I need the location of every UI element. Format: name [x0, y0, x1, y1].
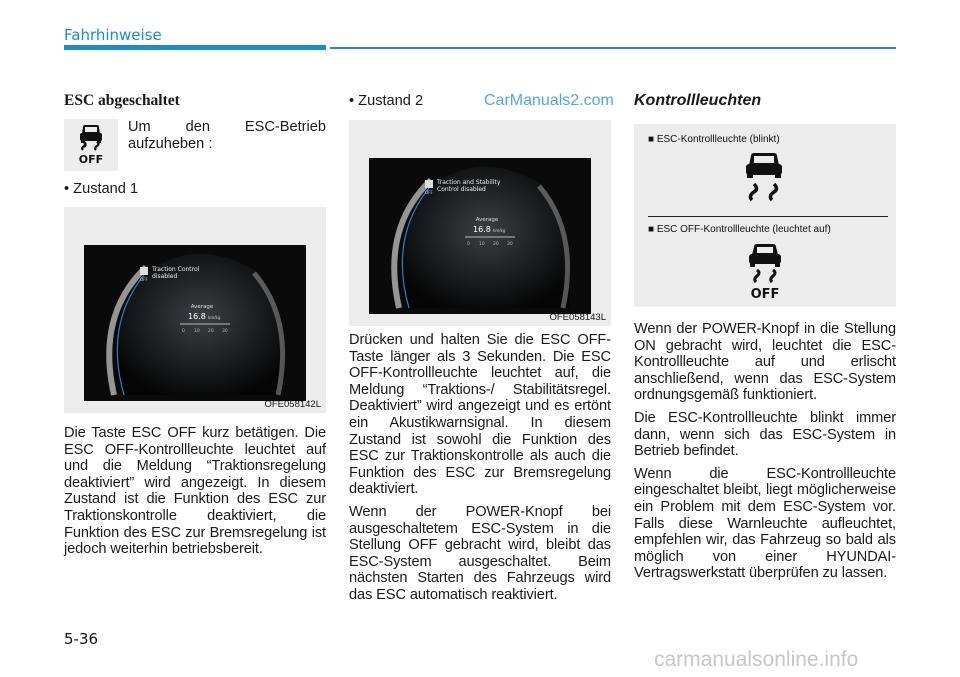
screen1-tick-1: 10: [194, 329, 200, 334]
screen2-title1: Traction and Stability: [437, 179, 501, 186]
screen1-avg-unit: km/kg: [208, 315, 221, 320]
heading-esc-off: ESC abgeschaltet: [64, 92, 180, 109]
watermark[interactable]: CarManuals2.com: [484, 92, 614, 109]
screen2-tick-0: 0: [467, 242, 470, 247]
screen2-title2: Control disabled: [437, 186, 486, 193]
image-code-1: OFE058142L: [264, 399, 321, 410]
column-right: [634, 92, 896, 582]
header-bar-thick: [64, 45, 326, 50]
heading-warning-lights: Kontrollleuchten: [634, 92, 762, 109]
warning-paragraph-3: Wenn die ESC-Kontrollleuchte eingeschaltet bleibt, liegt möglicherweise ein Problem mit dem ESC-System vor. Falls diese Warnleuchte aufleuchtet, empfehlen wir, das Fahrzeug so bald als möglich von einer HYUNDAI-Vertragswerkstatt überprüfen zu lassen.: [634, 465, 896, 582]
esc-off-lamp-icon: [742, 242, 788, 307]
esc-off-instruction: [64, 119, 326, 171]
screen2-avg-label: Average: [475, 217, 499, 223]
lamp2-off-label: OFF: [750, 287, 780, 302]
state-1-paragraph: Die Taste ESC OFF kurz betätigen. Die ESC OFF-Kontrollleuchte leuchtet auf und die Meldung “Traktionsregelung deaktiviert” wird angezeigt. In diesem Zustand ist die Funktion des ESC zur Traktionskontrolle deaktiviert, die Funktion des ESC zur Bremsregelung ist jedoch weiterhin betriebsbereit.: [64, 425, 326, 558]
screen2-avg-value: 16.8: [473, 225, 491, 234]
screen1-avg-value: 16.8: [188, 312, 206, 321]
lamp1-caption: ■ ESC-Kontrollleuchte (blinkt): [648, 134, 780, 145]
screen2-tick-3: 30: [507, 242, 513, 247]
page-number: 5-36: [64, 630, 99, 648]
screen1-title1: Traction Control: [152, 266, 200, 273]
column-left: [64, 92, 326, 558]
screen1-off: OFF: [140, 277, 148, 282]
cluster-image-state-1: [64, 207, 326, 413]
screen2-tick-1: 10: [479, 242, 485, 247]
cluster-display: [84, 245, 306, 401]
esc-off-icon-label: OFF: [78, 153, 104, 166]
cluster-image-state-2: [349, 120, 611, 326]
screen1-tick-0: 0: [182, 329, 185, 334]
lamp2-caption: ■ ESC OFF-Kontrollleuchte (leuchtet auf): [648, 224, 831, 235]
esc-icon: [736, 150, 792, 211]
cluster-display-2: [369, 158, 591, 314]
state-2-paragraph-2: Wenn der POWER-Knopf bei ausgeschaltetem ESC-System in die Stellung OFF gebracht wird, bleibt das ESC-System ausgeschaltet. Beim nächsten Starten des Fahrzeugs wird das ESC automatisch reaktiviert.: [349, 503, 611, 603]
image-code-2: OFE058143L: [549, 312, 606, 323]
screen1-title2: disabled: [152, 273, 178, 280]
state-2-label: • Zustand 2: [349, 93, 424, 109]
warning-paragraph-1: Wenn der POWER-Knopf in die Stellung ON gebracht wird, leuchtet die ESC-Kontrollleuchte auf und erlischt anschließend, wenn das ESC-System ordnungsgemäß funktioniert.: [634, 321, 896, 404]
state-2-paragraph-1: Drücken und halten Sie die ESC OFF-Taste länger als 3 Sekunden. Die ESC OFF-Kontrollleuchte leuchtet auf, die Meldung “Traktions-/ Stabilitätsregel. Deaktiviert” wird angezeigt und es ertönt ein Akustikwarnsignal. In diesem Zustand ist sowohl die Funktion des ESC zur Traktionskontrolle als auch die Funktion des ESC zur Bremsregelung deaktiviert.: [349, 332, 611, 498]
screen1-tick-3: 30: [222, 329, 228, 334]
esc-off-instruction-text: Um den ESC-Betrieb aufzuheben :: [128, 119, 326, 152]
screen1-tick-2: 20: [208, 329, 214, 334]
screen2-avg-unit: km/kg: [493, 228, 506, 233]
esc-off-icon: [64, 119, 118, 171]
lamp-divider: [648, 216, 888, 217]
warning-paragraph-2: Die ESC-Kontrollleuchte blinkt immer dann, wenn sich das ESC-System in Betrieb befindet.: [634, 409, 896, 460]
state-1-label: • Zustand 1: [64, 181, 139, 197]
screen2-tick-2: 20: [493, 242, 499, 247]
header-bar-thin: [330, 47, 896, 49]
footer-watermark[interactable]: carmanualsonline.info: [654, 648, 859, 671]
screen2-off: OFF: [425, 190, 433, 195]
section-title: Fahrhinweise: [64, 26, 162, 44]
screen1-avg-label: Average: [190, 304, 214, 310]
warning-lights-panel: [634, 124, 896, 307]
column-middle: [349, 92, 611, 604]
